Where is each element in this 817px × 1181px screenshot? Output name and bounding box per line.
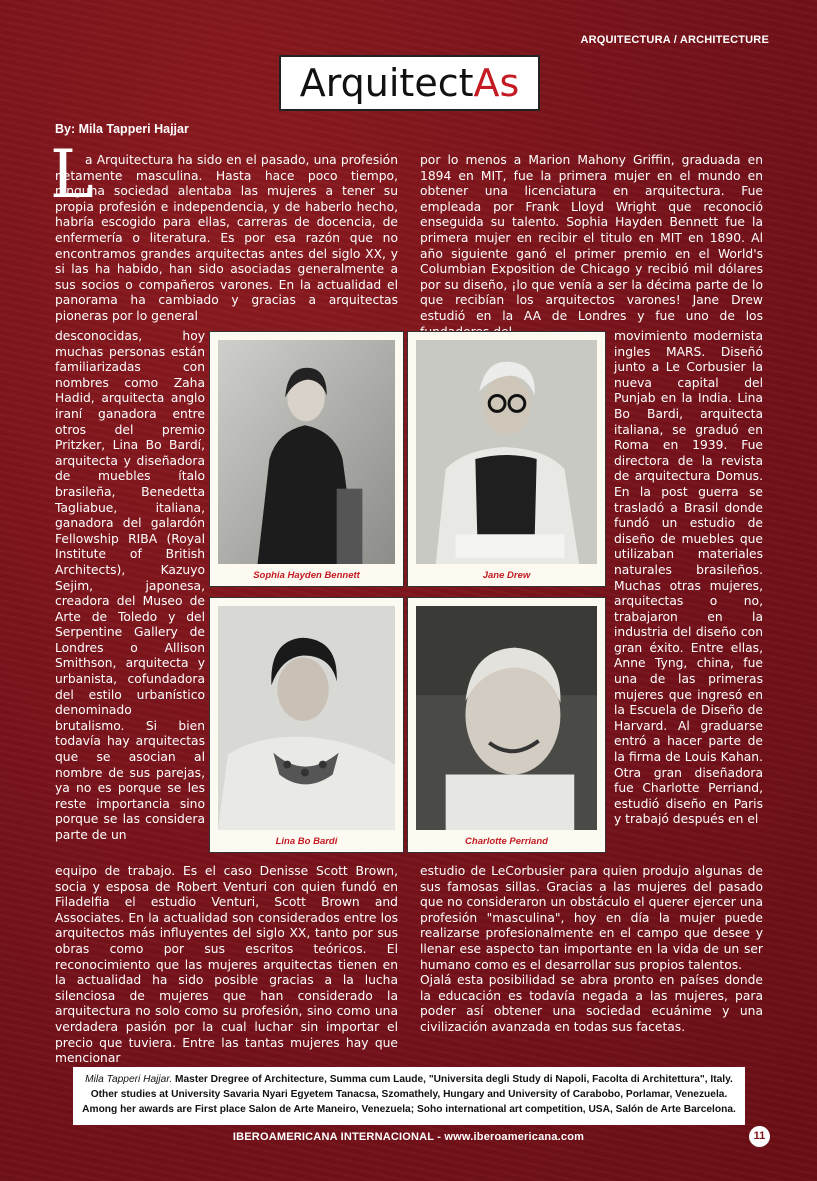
paragraph: Ojalá esta posibilidad se abra pronto en países donde la educación es todavía negada a las mujeres, para poder así obtener una sociedad ecuánime y una civilización avanzada en todas sus facetas. — [420, 973, 763, 1034]
bio-line-1 — [73, 1072, 745, 1087]
drop-cap: L — [50, 136, 94, 213]
paragraph: estudio de LeCorbusier para quien produjo algunas de sus famosas sillas. Gracias a las mujeres del pasado que no consideraron un obstáculo el querer ejercer una profesión "masculina", hoy en día la mujer puede realizarse profesionalmente en el campo que desee y llenar ese aspecto tan importante en la vida de un ser humano como es el desarrollar sus propios talentos. — [420, 864, 763, 972]
photo-frame-charlotte — [407, 597, 606, 853]
portrait-photo — [416, 340, 597, 564]
photo-caption: Lina Bo Bardi — [275, 836, 338, 847]
photo-caption: Charlotte Perriand — [465, 836, 548, 847]
photo-frame-jane — [407, 331, 606, 587]
paragraph: desconocidas, hoy muchas personas están familiarizadas con nombres como Zaha Hadid, arquitecta anglo iraní ganadora entre otros del premio Pritzker, Lina Bo Bardí, arquitecta y diseñadora de muebles ítalo brasileña, Benedetta Tagliabue, italiana, ganadora del galardón Fellowship RIBA (Royal Institute of British Architects), Kazuyo Sejim, japonesa, creadora del Museo de Arte de Toledo y del Serpentine Gallery de Londres o Allison Smithson, arquitecta y urbanista, cofundadora del estilo urbanístico denominado brutalismo. Si bien todavía hay arquitectas que se asocian al nombre de sus parejas, ya no es porque se les reste importancia sino porque se las considera parte de un — [55, 329, 205, 842]
column1-top-text — [55, 153, 398, 325]
paragraph: a Arquitectura ha sido en el pasado, una profesión netamente masculina. Hasta hace poco tiempo, ninguna sociedad alentaba las mujeres a tener su propia profesión e independencia, y de haberlo hecho, habría escogido para ellas, carreras de docencia, de enfermería o literatura. Es por esa razón que no encontramos grandes arquitectas antes del siglo XX, y si las ha habido, han sido asociadas generalmente a sus socios o compañeros varones. En la actualidad el panorama ha cambiado y gracias a arquitectas pioneras por lo general — [55, 153, 398, 323]
byline: By: Mila Tapperi Hajjar — [55, 122, 189, 136]
bio-line-2: Other studies at University Savaria Nyari Egyetem Tanacsa, Szomathely, Hungary and University of Carabobo, Porlamar, Venezuela. — [90, 1089, 728, 1100]
photo-caption: Jane Drew — [482, 570, 531, 581]
title-main: Arquitect — [299, 61, 474, 105]
photo-caption: Sophia Hayden Bennett — [253, 570, 360, 581]
portrait-photo — [416, 606, 597, 830]
title-accent: As — [473, 61, 520, 105]
page-number: 11 — [749, 1126, 770, 1147]
paragraph: equipo de trabajo. Es el caso Denisse Scott Brown, socia y esposa de Robert Venturi con quien fundó en Filadelfia el estudio Venturi, Scott Brown and Associates. En la actualidad son considerados entre los arquitectos más influyentes del siglo XX, tanto por sus obras como por sus escritos teóricos. El reconocimiento que las mujeres arquitectas tienen en la actualidad ha sido posible gracias a la lucha silenciosa de mujeres que han considerado la arquitectura no solo como su profesión, sino como una verdadera pasión por la cual luchar sin importar el precio que tuviera. Entre las tantas mujeres hay que mencionar — [55, 864, 398, 1066]
photo-frame-lina — [209, 597, 404, 853]
bio-line-3: Among her awards are First place Salon de Arte Maneiro, Venezuela; Soho international art competition, USA, Salón de Arte Barcelona. — [82, 1104, 736, 1115]
portrait-photo — [218, 606, 395, 830]
author-name: Mila Tapperi Hajjar. — [85, 1074, 173, 1085]
footer-text: IBEROAMERICANA INTERNACIONAL - www.iberoamericana.com — [232, 1131, 585, 1143]
portrait-photo — [218, 340, 395, 564]
column1-bottom-text — [55, 864, 398, 1067]
column2-top-text — [420, 153, 763, 340]
column2-bottom-text — [420, 864, 763, 1036]
paragraph: movimiento modernista ingles MARS. Diseñó junto a Le Corbusier la nueva capital del Punjab en la India. Lina Bo Bardi, arquitecta italiana, se graduó en Roma en 1939. Fue directora de la revista de arquitectura Domus. En la post guerra se trasladó a Brasil donde fundó un estudio de diseño de muebles que utilizaban materiales naturales brasileños. Muchas otras mujeres, arquitectas o no, trabajaron en la industria del diseño con gran éxito. Entre ellas, Anne Tyng, china, fue una de las primeras mujeres que ingresó en la Escuela de Diseño de Harvard. Al graduarse entró a hacer parte de la firma de Louis Kahan. Otra gran diseñadora fue Charlotte Perriand, estudió diseño en Paris y trabajó después en el — [614, 329, 763, 827]
photo-frame-sophia — [209, 331, 404, 587]
column2-mid-text — [614, 329, 763, 828]
author-bio-box — [73, 1067, 745, 1125]
paragraph: por lo menos a Marion Mahony Griffin, graduada en 1894 en MIT, fue la primera mujer en el mundo en obtener una licenciatura en arquitectura. Fue empleada por Frank Lloyd Wright que reconoció enseguida su talento. Sophia Hayden Bennett fue la primera mujer en recibir el titulo en MIT en 1890. Al año siguiente ganó el primer premio en el World's Columbian Exposition de Chicago y recibió mil dólares por su diseño, ¡lo que venía a ser la décima parte de lo que recibían los arquitectos varones! Jane Drew estudió en la AA de Londres y fue uno de los — [420, 153, 763, 323]
section-label: ARQUITECTURA / ARCHITECTURE — [580, 34, 769, 46]
bio-degree: Master Dregree of Architecture, Summa cum Laude, "Universita degli Study di Napoli, Facolta di Architettura", Italy. — [172, 1074, 733, 1085]
article-title — [279, 55, 540, 111]
column1-mid-text — [55, 329, 205, 844]
